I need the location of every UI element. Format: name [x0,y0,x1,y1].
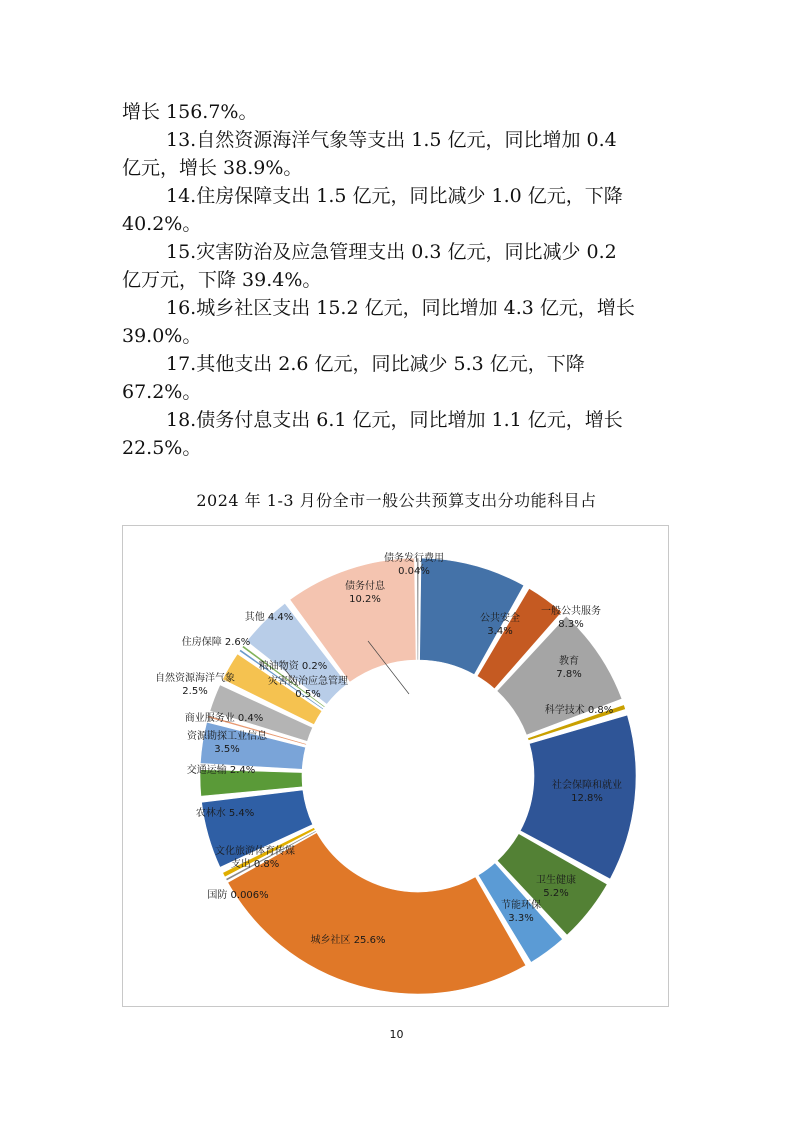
paragraph-line: 亿元，增长 38.9%。 [122,157,303,179]
paragraph-line: 18.债务付息支出 6.1 亿元，同比增加 1.1 亿元，增长 [166,409,623,431]
paragraph [122,98,682,126]
slice-label-line: 资源勘探工业信息 [187,731,267,742]
paragraph-line: 39.0%。 [122,325,202,347]
slice-label [182,635,251,648]
slice-label-line: 公共安全 [480,613,520,624]
slice-label-line: 3.5% [214,744,240,755]
paragraph-line: 67.2%。 [122,381,202,403]
slice-label-line: 其他 4.4% [244,612,294,623]
slice-label-line: 12.8% [571,793,603,804]
slice-label-line: 文化旅游体育传媒 [215,846,295,857]
slice-label-line: 教育 [559,656,579,667]
slice-label-line: 3.4% [487,626,513,637]
slice-label-line: 一般公共服务 [541,606,601,617]
slice-label-line: 节能环保 [501,900,541,911]
slice-label-line: 债务发行费用 [384,553,444,564]
slice-label [185,711,264,724]
slice-label-line: 科学技术 0.8% [544,705,614,716]
slice-label-line: 国防 0.006% [207,890,269,901]
slice-label-line: 城乡社区 25.6% [310,935,386,946]
slice-label-line: 农林水 5.4% [195,808,255,819]
paragraph-line: 17.其他支出 2.6 亿元，同比减少 5.3 亿元，下降 [166,353,585,375]
slice-label-line: 支出 0.8% [230,859,280,870]
paragraph-line: 14.住房保障支出 1.5 亿元，同比减少 1.0 亿元，下降 [166,185,623,207]
paragraph [122,238,682,294]
slice-label-line: 卫生健康 [536,875,576,886]
slice-label-line: 社会保障和就业 [552,780,622,791]
slice-label [311,933,386,946]
slice-label-line: 灾害防治应急管理 [268,676,348,687]
paragraph-line: 13.自然资源海洋气象等支出 1.5 亿元，同比增加 0.4 [166,129,617,151]
slice-label [259,659,328,672]
paragraph-line: 40.2%。 [122,213,202,235]
paragraph [122,182,682,238]
paragraph-line: 16.城乡社区支出 15.2 亿元，同比增加 4.3 亿元，增长 [166,297,635,319]
slice-label-line: 5.2% [543,888,569,899]
slice-label-line: 住房保障 2.6% [181,637,251,648]
slice-label-line: 自然资源海洋气象 [155,673,235,684]
slice-label-line: 7.8% [556,669,582,680]
slice-label-line: 0.5% [295,689,321,700]
slice-label-line: 8.3% [558,619,584,630]
paragraph [122,294,682,350]
paragraph-line: 15.灾害防治及应急管理支出 0.3 亿元，同比减少 0.2 [166,241,617,263]
paragraph-line: 亿万元，下降 39.4%。 [122,269,322,291]
page-number: 10 [389,1028,404,1041]
chart-title: 2024 年 1-3 月份全市一般公共预算支出分功能科目占 [196,491,597,510]
chart-frame [122,525,669,1007]
paragraph-line: 22.5%。 [122,437,202,459]
slice-label-line: 10.2% [349,594,381,605]
paragraph [122,350,682,406]
slice-label [245,610,294,623]
paragraph [122,126,682,182]
slice-label-line: 2.5% [182,686,208,697]
donut-chart [123,526,668,1006]
slice-label-line: 0.04% [398,566,430,577]
slice-label-line: 交通运输 2.4% [186,765,256,776]
slice-label-line: 债务付息 [345,581,385,592]
paragraph [122,406,682,462]
slice-label [207,889,268,901]
slice-label-line: 商业服务业 0.4% [184,713,264,724]
slice-label-line: 3.3% [508,913,534,924]
paragraph-line: 增长 156.7%。 [122,101,258,123]
slice-label-line: 粮油物资 0.2% [258,661,328,672]
slice-label [187,763,256,776]
slice-label [545,703,614,716]
slice-label [196,806,255,819]
